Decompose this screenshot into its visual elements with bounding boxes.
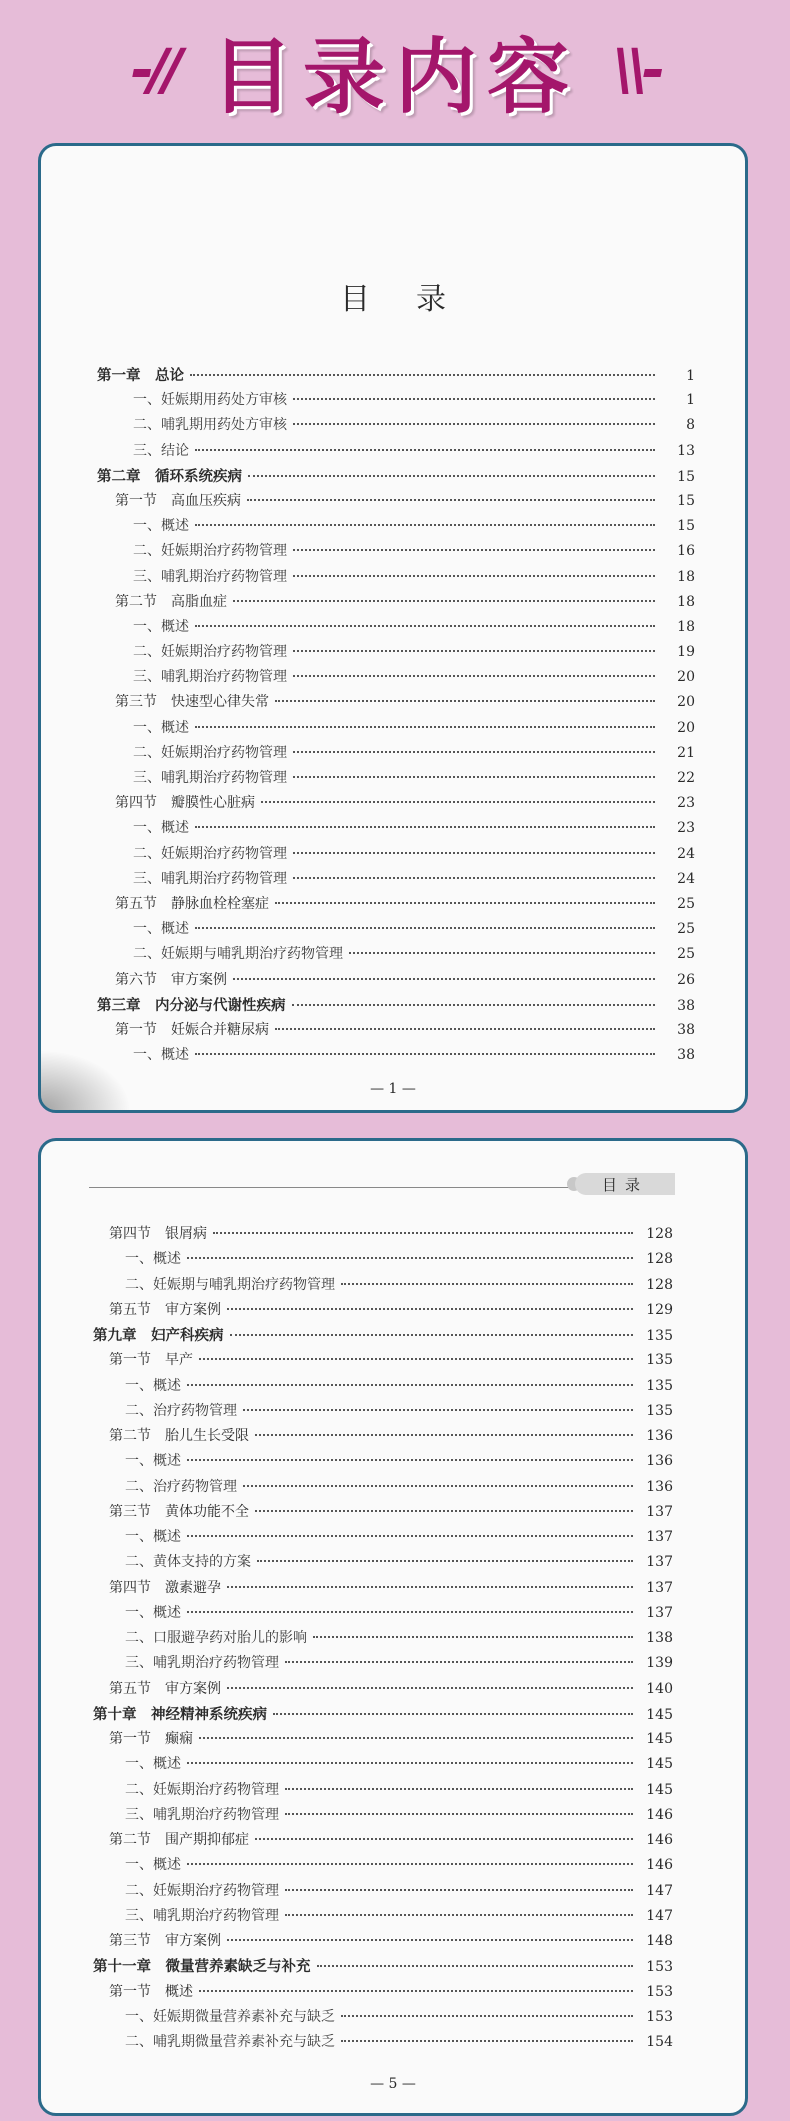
toc-entry	[109, 1981, 673, 2006]
toc-entry	[115, 792, 695, 817]
toc-entry	[125, 2006, 673, 2031]
toc-entry-title: 第三节 快速型心律失常	[115, 694, 269, 711]
toc-entry-page: 128	[646, 1276, 673, 1293]
dot-leader	[292, 1004, 656, 1006]
toc-entry-title: 三、哺乳期治疗药物管理	[125, 1655, 279, 1672]
toc-entry-page: 147	[646, 1882, 673, 1899]
toc-entry-page: 136	[646, 1478, 673, 1495]
toc-entry-title: 三、哺乳期治疗药物管理	[133, 669, 287, 686]
toc-entry	[125, 1375, 673, 1400]
toc-entry-page: 18	[677, 568, 695, 585]
toc-entry-title: 二、哺乳期微量营养素补充与缺乏	[125, 2034, 335, 2050]
toc-entry-title: 第一节 概述	[109, 1983, 193, 2000]
dot-leader	[275, 1028, 655, 1030]
toc-entry-title: 一、概述	[125, 1604, 181, 1621]
toc-entry-title: 一、概述	[133, 1047, 189, 1064]
toc-entry-page: 138	[646, 1630, 673, 1646]
dot-leader	[293, 776, 655, 778]
toc-entry-title: 第四节 瓣膜性心脏病	[115, 795, 255, 812]
dot-leader	[195, 524, 655, 526]
toc-entry-page: 135	[646, 1377, 673, 1394]
dot-leader	[187, 1863, 633, 1865]
dot-leader	[243, 1409, 633, 1411]
toc-entry	[125, 1450, 673, 1475]
toc-entry-page: 25	[677, 946, 695, 963]
toc-entry-title: 二、妊娠期治疗药物管理	[133, 543, 287, 560]
toc-entry	[133, 918, 695, 943]
toc-entry	[109, 1425, 673, 1450]
toc-entry-title: 第二节 高脂血症	[115, 593, 227, 610]
toc-entry-page: 38	[677, 997, 695, 1014]
toc-entry	[125, 1400, 673, 1425]
toc-entry	[125, 1905, 673, 1930]
dot-leader	[187, 1611, 633, 1613]
toc-entry-page: 21	[677, 744, 695, 761]
toc-entry	[93, 1324, 673, 1349]
toc-entry-page: 26	[677, 971, 695, 988]
page-number: — 1 —	[370, 1081, 416, 1097]
dot-leader	[195, 449, 655, 451]
dot-leader	[257, 1560, 633, 1562]
toc-entry-title: 第九章 妇产科疾病	[93, 1328, 224, 1344]
toc-entry-title: 一、概述	[125, 1857, 181, 1874]
dot-leader	[187, 1459, 633, 1461]
dot-leader	[187, 1535, 633, 1537]
toc-entry-page: 154	[646, 2034, 673, 2050]
toc-entry-page: 129	[646, 1301, 673, 1318]
toc-entry-title: 三、结论	[133, 442, 189, 459]
toc-entry-page: 135	[646, 1402, 673, 1419]
toc-entry-title: 二、妊娠期治疗药物管理	[133, 644, 287, 661]
toc-entry	[125, 1248, 673, 1273]
dot-leader	[199, 1990, 633, 1992]
toc-entry-page: 20	[677, 719, 695, 736]
toc-entry-title: 第三节 审方案例	[109, 1933, 221, 1949]
toc-entry-page: 22	[677, 770, 695, 786]
toc-entry	[133, 817, 695, 842]
toc-entry-page: 153	[646, 2008, 673, 2025]
toc-entry	[109, 1678, 673, 1703]
toc-entry-title: 第二节 围产期抑郁症	[109, 1832, 249, 1848]
toc-entry-title: 第一节 高血压疾病	[115, 492, 241, 509]
dot-leader	[247, 499, 655, 501]
dot-leader	[187, 1384, 633, 1386]
toc-entry-title: 第五节 审方案例	[109, 1301, 221, 1318]
toc-entry-page: 15	[677, 468, 695, 485]
toc-entry	[109, 1501, 673, 1526]
toc-page-1	[38, 143, 748, 1113]
toc-entry-title: 第一节 早产	[109, 1352, 193, 1369]
toc-entry-title: 第一节 癫痫	[109, 1731, 193, 1747]
toc-entry	[125, 1753, 673, 1778]
banner-title: 目录内容	[210, 29, 579, 125]
toc-entry	[109, 1299, 673, 1324]
toc-entry	[125, 1476, 673, 1501]
toc-entry	[125, 1652, 673, 1677]
toc-entry-page: 128	[646, 1251, 673, 1268]
toc-entry-title: 二、哺乳期用药处方审核	[133, 417, 287, 434]
dot-leader	[261, 801, 655, 803]
toc-entry	[133, 717, 695, 742]
dot-leader	[187, 1257, 633, 1259]
toc-entry	[125, 1627, 673, 1652]
toc-entry	[125, 1779, 673, 1804]
dot-leader	[313, 1636, 633, 1638]
toc-entry-page: 136	[646, 1453, 673, 1470]
toc-entry-title: 二、妊娠期治疗药物管理	[133, 744, 287, 761]
toc-entry-title: 第六节 审方案例	[115, 971, 227, 988]
toc-entry-title: 一、概述	[133, 921, 189, 938]
toc-entry	[115, 969, 695, 994]
dot-leader	[317, 1965, 634, 1967]
dot-leader	[293, 751, 655, 753]
toc-entry	[133, 943, 695, 968]
toc-entry-page: 137	[646, 1554, 673, 1571]
toc-entry	[115, 1019, 695, 1044]
dot-leader	[248, 475, 655, 477]
dot-leader	[285, 1889, 633, 1891]
toc-entry-title: 第五节 审方案例	[109, 1680, 221, 1697]
toc-entry-title: 第三节 黄体功能不全	[109, 1503, 249, 1520]
toc-entry-title: 二、妊娠期与哺乳期治疗药物管理	[125, 1276, 335, 1293]
toc-entry-page: 148	[646, 1933, 673, 1949]
dot-leader	[227, 1308, 633, 1310]
dot-leader	[243, 1485, 633, 1487]
toc-entry	[133, 1044, 695, 1069]
toc-entry	[125, 1551, 673, 1576]
banner	[0, 0, 790, 140]
toc-entry	[133, 414, 695, 439]
toc-entry	[109, 1829, 673, 1854]
toc-entry-page: 16	[677, 543, 695, 560]
dot-leader	[255, 1510, 633, 1512]
toc-entry	[133, 641, 695, 666]
dot-leader	[230, 1334, 634, 1336]
toc-entry	[133, 868, 695, 893]
toc-entry-page: 38	[677, 1021, 695, 1038]
toc-entry-page: 1	[686, 368, 695, 384]
toc-entry-title: 一、概述	[125, 1251, 181, 1268]
toc-entry-page: 15	[677, 518, 695, 535]
running-header: 目录	[575, 1173, 675, 1195]
toc-entry	[109, 1728, 673, 1753]
toc-entry-title: 三、哺乳期治疗药物管理	[125, 1806, 279, 1823]
toc-entry-title: 二、黄体支持的方案	[125, 1554, 251, 1571]
toc-entry-page: 128	[646, 1226, 673, 1242]
dot-leader	[213, 1232, 633, 1234]
toc-entry	[109, 1349, 673, 1374]
toc-entry-page: 145	[646, 1706, 673, 1723]
toc-entry	[133, 616, 695, 641]
dot-leader	[255, 1838, 633, 1840]
toc-entry-title: 二、口服避孕药对胎儿的影响	[125, 1630, 307, 1646]
page-heading: 目录	[340, 282, 492, 317]
dot-leader	[190, 374, 655, 376]
toc-entry-page: 19	[677, 644, 695, 661]
dot-leader	[227, 1939, 633, 1941]
toc-entry-page: 24	[677, 870, 695, 887]
toc-entry-title: 三、哺乳期治疗药物管理	[133, 770, 287, 786]
dot-leader	[349, 952, 655, 954]
dot-leader	[195, 927, 655, 929]
toc-entry	[93, 1955, 673, 1980]
toc-entry-page: 147	[646, 1907, 673, 1924]
toc-entry-page: 137	[646, 1529, 673, 1545]
toc-entry-page: 145	[646, 1756, 673, 1773]
toc-entry-page: 20	[677, 694, 695, 711]
toc-entry	[133, 566, 695, 591]
toc-entry-title: 第四节 激素避孕	[109, 1579, 221, 1596]
toc-entry-page: 153	[646, 1959, 673, 1976]
toc-entry-page: 145	[646, 1731, 673, 1747]
dot-leader	[341, 2040, 633, 2042]
dot-leader	[285, 1914, 633, 1916]
toc-entry-title: 一、妊娠期用药处方审核	[133, 392, 287, 409]
dot-leader	[187, 1762, 633, 1764]
dot-leader	[199, 1358, 633, 1360]
dot-leader	[255, 1434, 633, 1436]
toc-entry-page: 13	[677, 442, 695, 459]
toc-entry	[133, 540, 695, 565]
toc-entry-title: 二、妊娠期治疗药物管理	[133, 845, 287, 862]
dot-leader	[285, 1813, 633, 1815]
toc-entry	[97, 364, 695, 389]
dot-leader	[285, 1661, 633, 1663]
toc-entry-page: 146	[646, 1857, 673, 1874]
dot-leader	[195, 625, 655, 627]
toc-entry-title: 三、哺乳期治疗药物管理	[125, 1907, 279, 1924]
toc-entry-title: 第五节 静脉血栓栓塞症	[115, 895, 269, 912]
toc-entry-title: 一、概述	[125, 1529, 181, 1545]
toc-page-5	[38, 1138, 748, 2116]
toc-entry	[125, 1526, 673, 1551]
toc-entry-page: 25	[677, 895, 695, 912]
toc-entry-page: 139	[646, 1655, 673, 1672]
dot-leader	[233, 600, 655, 602]
toc-entry-title: 一、妊娠期微量营养素补充与缺乏	[125, 2008, 335, 2025]
toc-entry-title: 第十章 神经精神系统疾病	[93, 1706, 267, 1723]
toc-entry-page: 18	[677, 593, 695, 610]
toc-entry	[109, 1930, 673, 1955]
dot-leader	[195, 826, 655, 828]
toc-entry-page: 140	[646, 1680, 673, 1697]
toc-entry	[125, 1854, 673, 1879]
toc-entry-title: 第一章 总论	[97, 368, 184, 384]
toc-entry-title: 一、概述	[133, 518, 189, 535]
dot-leader	[293, 423, 655, 425]
dot-leader	[293, 852, 655, 854]
toc-entry	[125, 1804, 673, 1829]
toc-entry	[97, 994, 695, 1019]
toc-entry-title: 一、概述	[125, 1453, 181, 1470]
toc-entry	[115, 893, 695, 918]
toc-entry	[93, 1703, 673, 1728]
toc-entry	[133, 389, 695, 414]
toc-entry	[133, 666, 695, 691]
toc-entry-page: 146	[646, 1806, 673, 1823]
dot-leader	[341, 1283, 633, 1285]
toc-entry-page: 1	[686, 392, 695, 409]
toc-entry	[109, 1223, 673, 1248]
toc-entry-title: 三、哺乳期治疗药物管理	[133, 870, 287, 887]
page-shadow	[41, 1050, 131, 1110]
toc-entry-title: 二、妊娠期治疗药物管理	[125, 1882, 279, 1899]
dot-leader	[199, 1737, 633, 1739]
dot-leader	[293, 549, 655, 551]
left-decoration: -//	[130, 37, 177, 103]
toc-entry-title: 第四节 银屑病	[109, 1226, 207, 1242]
toc-entry-page: 135	[646, 1352, 673, 1369]
toc-entry	[109, 1577, 673, 1602]
toc-entry-page: 137	[646, 1604, 673, 1621]
dot-leader	[275, 700, 655, 702]
toc-entry-page: 137	[646, 1503, 673, 1520]
toc-entry	[115, 591, 695, 616]
toc-list	[41, 1223, 745, 2056]
toc-entry-title: 二、治疗药物管理	[125, 1478, 237, 1495]
dot-leader	[293, 650, 655, 652]
toc-entry-page: 38	[677, 1047, 695, 1064]
dot-leader	[293, 398, 655, 400]
toc-entry-page: 137	[646, 1579, 673, 1596]
toc-entry	[115, 490, 695, 515]
toc-entry-page: 8	[686, 417, 695, 434]
page-number: — 5 —	[370, 2076, 416, 2092]
dot-leader	[227, 1687, 633, 1689]
dot-leader	[195, 1053, 655, 1055]
toc-entry-title: 一、概述	[133, 719, 189, 736]
toc-entry	[133, 843, 695, 868]
toc-entry	[125, 1880, 673, 1905]
toc-entry-title: 二、妊娠期治疗药物管理	[125, 1781, 279, 1798]
toc-entry	[115, 691, 695, 716]
toc-entry-title: 一、概述	[133, 618, 189, 635]
dot-leader	[293, 675, 655, 677]
toc-entry-page: 15	[677, 492, 695, 509]
toc-list	[41, 364, 745, 1069]
toc-entry-title: 第二章 循环系统疾病	[97, 468, 242, 485]
dot-leader	[233, 978, 655, 980]
toc-entry-title: 二、妊娠期与哺乳期治疗药物管理	[133, 946, 343, 963]
toc-entry-page: 24	[677, 845, 695, 862]
toc-entry-title: 二、治疗药物管理	[125, 1402, 237, 1419]
toc-entry-title: 第一节 妊娠合并糖尿病	[115, 1021, 269, 1038]
toc-entry-title: 一、概述	[125, 1756, 181, 1773]
right-decoration: \\-	[613, 37, 660, 103]
toc-entry-page: 146	[646, 1832, 673, 1848]
toc-entry-page: 18	[677, 618, 695, 635]
toc-entry	[133, 767, 695, 792]
toc-entry	[125, 1274, 673, 1299]
toc-entry-title: 第二节 胎儿生长受限	[109, 1428, 249, 1444]
toc-entry	[97, 465, 695, 490]
toc-entry-title: 一、概述	[125, 1377, 181, 1394]
toc-entry	[125, 2031, 673, 2056]
toc-entry-title: 第十一章 微量营养素缺乏与补充	[93, 1959, 311, 1976]
dot-leader	[293, 877, 655, 879]
toc-entry-page: 153	[646, 1983, 673, 2000]
dot-leader	[285, 1788, 633, 1790]
toc-entry	[133, 440, 695, 465]
toc-entry	[125, 1602, 673, 1627]
toc-entry-page: 136	[646, 1428, 673, 1444]
toc-entry-page: 23	[677, 820, 695, 837]
toc-entry-page: 23	[677, 795, 695, 812]
dot-leader	[227, 1586, 633, 1588]
toc-entry-title: 第三章 内分泌与代谢性疾病	[97, 997, 286, 1014]
toc-entry-page: 25	[677, 921, 695, 938]
dot-leader	[275, 902, 655, 904]
toc-entry-page: 145	[646, 1781, 673, 1798]
dot-leader	[341, 2015, 633, 2017]
toc-entry-title: 一、概述	[133, 820, 189, 837]
toc-entry-title: 三、哺乳期治疗药物管理	[133, 568, 287, 585]
dot-leader	[293, 575, 655, 577]
toc-entry	[133, 515, 695, 540]
toc-entry-page: 135	[646, 1328, 673, 1344]
dot-leader	[273, 1713, 633, 1715]
dot-leader	[195, 726, 655, 728]
toc-entry	[133, 742, 695, 767]
toc-entry-page: 20	[677, 669, 695, 686]
